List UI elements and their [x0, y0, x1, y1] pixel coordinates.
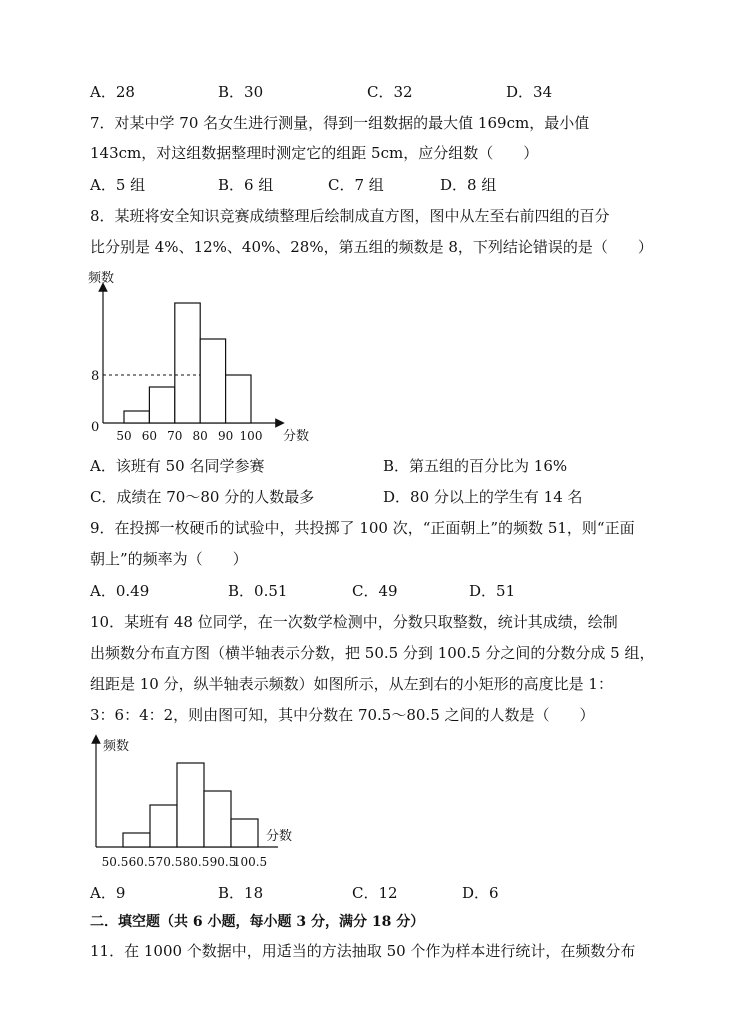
q7-option-c[interactable]: C．7 组 — [328, 176, 384, 194]
bar-60.5-70.5 — [150, 805, 177, 847]
q10-option-d[interactable]: D．6 — [462, 884, 499, 902]
section-2-heading: 二．填空题（共 6 小题，每小题 3 分，满分 18 分） — [90, 914, 425, 930]
q10-option-b[interactable]: B．18 — [218, 884, 264, 902]
x-tick-label: 100 — [239, 429, 263, 443]
x-axis-label: 分数 — [266, 829, 293, 844]
reference-label: 8 — [91, 369, 100, 384]
q8-option-a[interactable]: A．该班有 50 名同学参赛 — [90, 457, 265, 475]
histogram-1 — [80, 265, 340, 447]
bar-70.5-80.5 — [177, 763, 204, 847]
q10-text-line3: 组距是 10 分，纵半轴表示频数）如图所示，从左到右的小矩形的高度比是 1： — [90, 675, 613, 693]
q8-option-b[interactable]: B．第五组的百分比为 16% — [383, 457, 568, 475]
x-tick-label: 70 — [167, 429, 183, 443]
x-tick-label: 70.5 — [155, 855, 183, 869]
q8-text-line2: 比分别是 4%、12%、40%、28%，第五组的频数是 8，下列结论错误的是（ ） — [90, 238, 653, 256]
q6-option-b[interactable]: B．30 — [218, 83, 264, 101]
histogram-2 — [88, 733, 328, 873]
x-axis-label: 分数 — [283, 429, 310, 444]
q8-text-line1: 8．某班将安全知识竞赛成绩整理后绘制成直方图，图中从左至右前四组的百分 — [90, 207, 610, 225]
q9-option-d[interactable]: D．51 — [469, 582, 516, 600]
bar-90.5-100.5 — [231, 819, 258, 847]
q9-option-c[interactable]: C．49 — [352, 582, 398, 600]
q6-option-c[interactable]: C．32 — [367, 83, 413, 101]
x-tick-label: 80.5 — [182, 855, 210, 869]
q10-text-line2: 出频数分布直方图（横半轴表示分数，把 50.5 分到 100.5 分之间的分数分成 5 组， — [90, 644, 655, 662]
x-tick-label: 100.5 — [232, 855, 268, 869]
x-tick-label: 90 — [217, 429, 234, 443]
q7-text-line2: 143cm，对这组数据整理时测定它的组距 5cm，应分组数（ ） — [90, 144, 539, 162]
q9-option-a[interactable]: A．0.49 — [90, 582, 150, 600]
q6-option-a[interactable]: A．28 — [90, 83, 135, 101]
x-tick-label: 50.5 — [101, 855, 129, 869]
bar-50.5-60.5 — [123, 833, 150, 847]
q6-option-d[interactable]: D．34 — [506, 83, 553, 101]
q10-text-line4: 3：6：4：2，则由图可知，其中分数在 70.5～80.5 之间的人数是（ ） — [90, 706, 595, 724]
q11-text-line1: 11．在 1000 个数据中，用适当的方法抽取 50 个作为样本进行统计，在频数分布 — [90, 942, 636, 960]
bar-90-100 — [226, 375, 251, 423]
q8-option-d[interactable]: D．80 分以上的学生有 14 名 — [383, 488, 583, 506]
q9-text-line2: 朝上”的频率为（ ） — [90, 550, 248, 568]
y-axis-label: 频数 — [88, 271, 115, 286]
q7-text-line1: 7．对某中学 70 名女生进行测量，得到一组数据的最大值 169cm，最小值 — [90, 114, 590, 132]
bar-80-90 — [200, 339, 225, 423]
q7-option-d[interactable]: D．8 组 — [440, 176, 497, 194]
origin-label: 0 — [91, 420, 100, 435]
q9-option-b[interactable]: B．0.51 — [228, 582, 288, 600]
bar-50-60 — [124, 411, 149, 423]
bar-80.5-90.5 — [204, 791, 231, 847]
x-tick-label: 50 — [116, 429, 132, 443]
q8-option-c[interactable]: C．成绩在 70～80 分的人数最多 — [90, 488, 315, 506]
q7-option-b[interactable]: B．6 组 — [218, 176, 274, 194]
x-tick-label: 60 — [141, 429, 158, 443]
q10-option-c[interactable]: C．12 — [352, 884, 398, 902]
q7-option-a[interactable]: A．5 组 — [90, 176, 146, 194]
x-tick-label: 60.5 — [128, 855, 156, 869]
q10-text-line1: 10．某班有 48 位同学，在一次数学检测中，分数只取整数，统计其成绩，绘制 — [90, 613, 618, 631]
bar-70-80 — [175, 303, 200, 423]
q10-option-a[interactable]: A．9 — [90, 884, 126, 902]
x-tick-label: 80 — [192, 429, 208, 443]
y-axis-label: 频数 — [103, 739, 130, 754]
x-tick-label: 90.5 — [209, 855, 237, 869]
q9-text-line1: 9．在投掷一枚硬币的试验中，共投掷了 100 次，“正面朝上”的频数 51，则“正面 — [90, 519, 635, 537]
bar-60-70 — [149, 387, 174, 423]
